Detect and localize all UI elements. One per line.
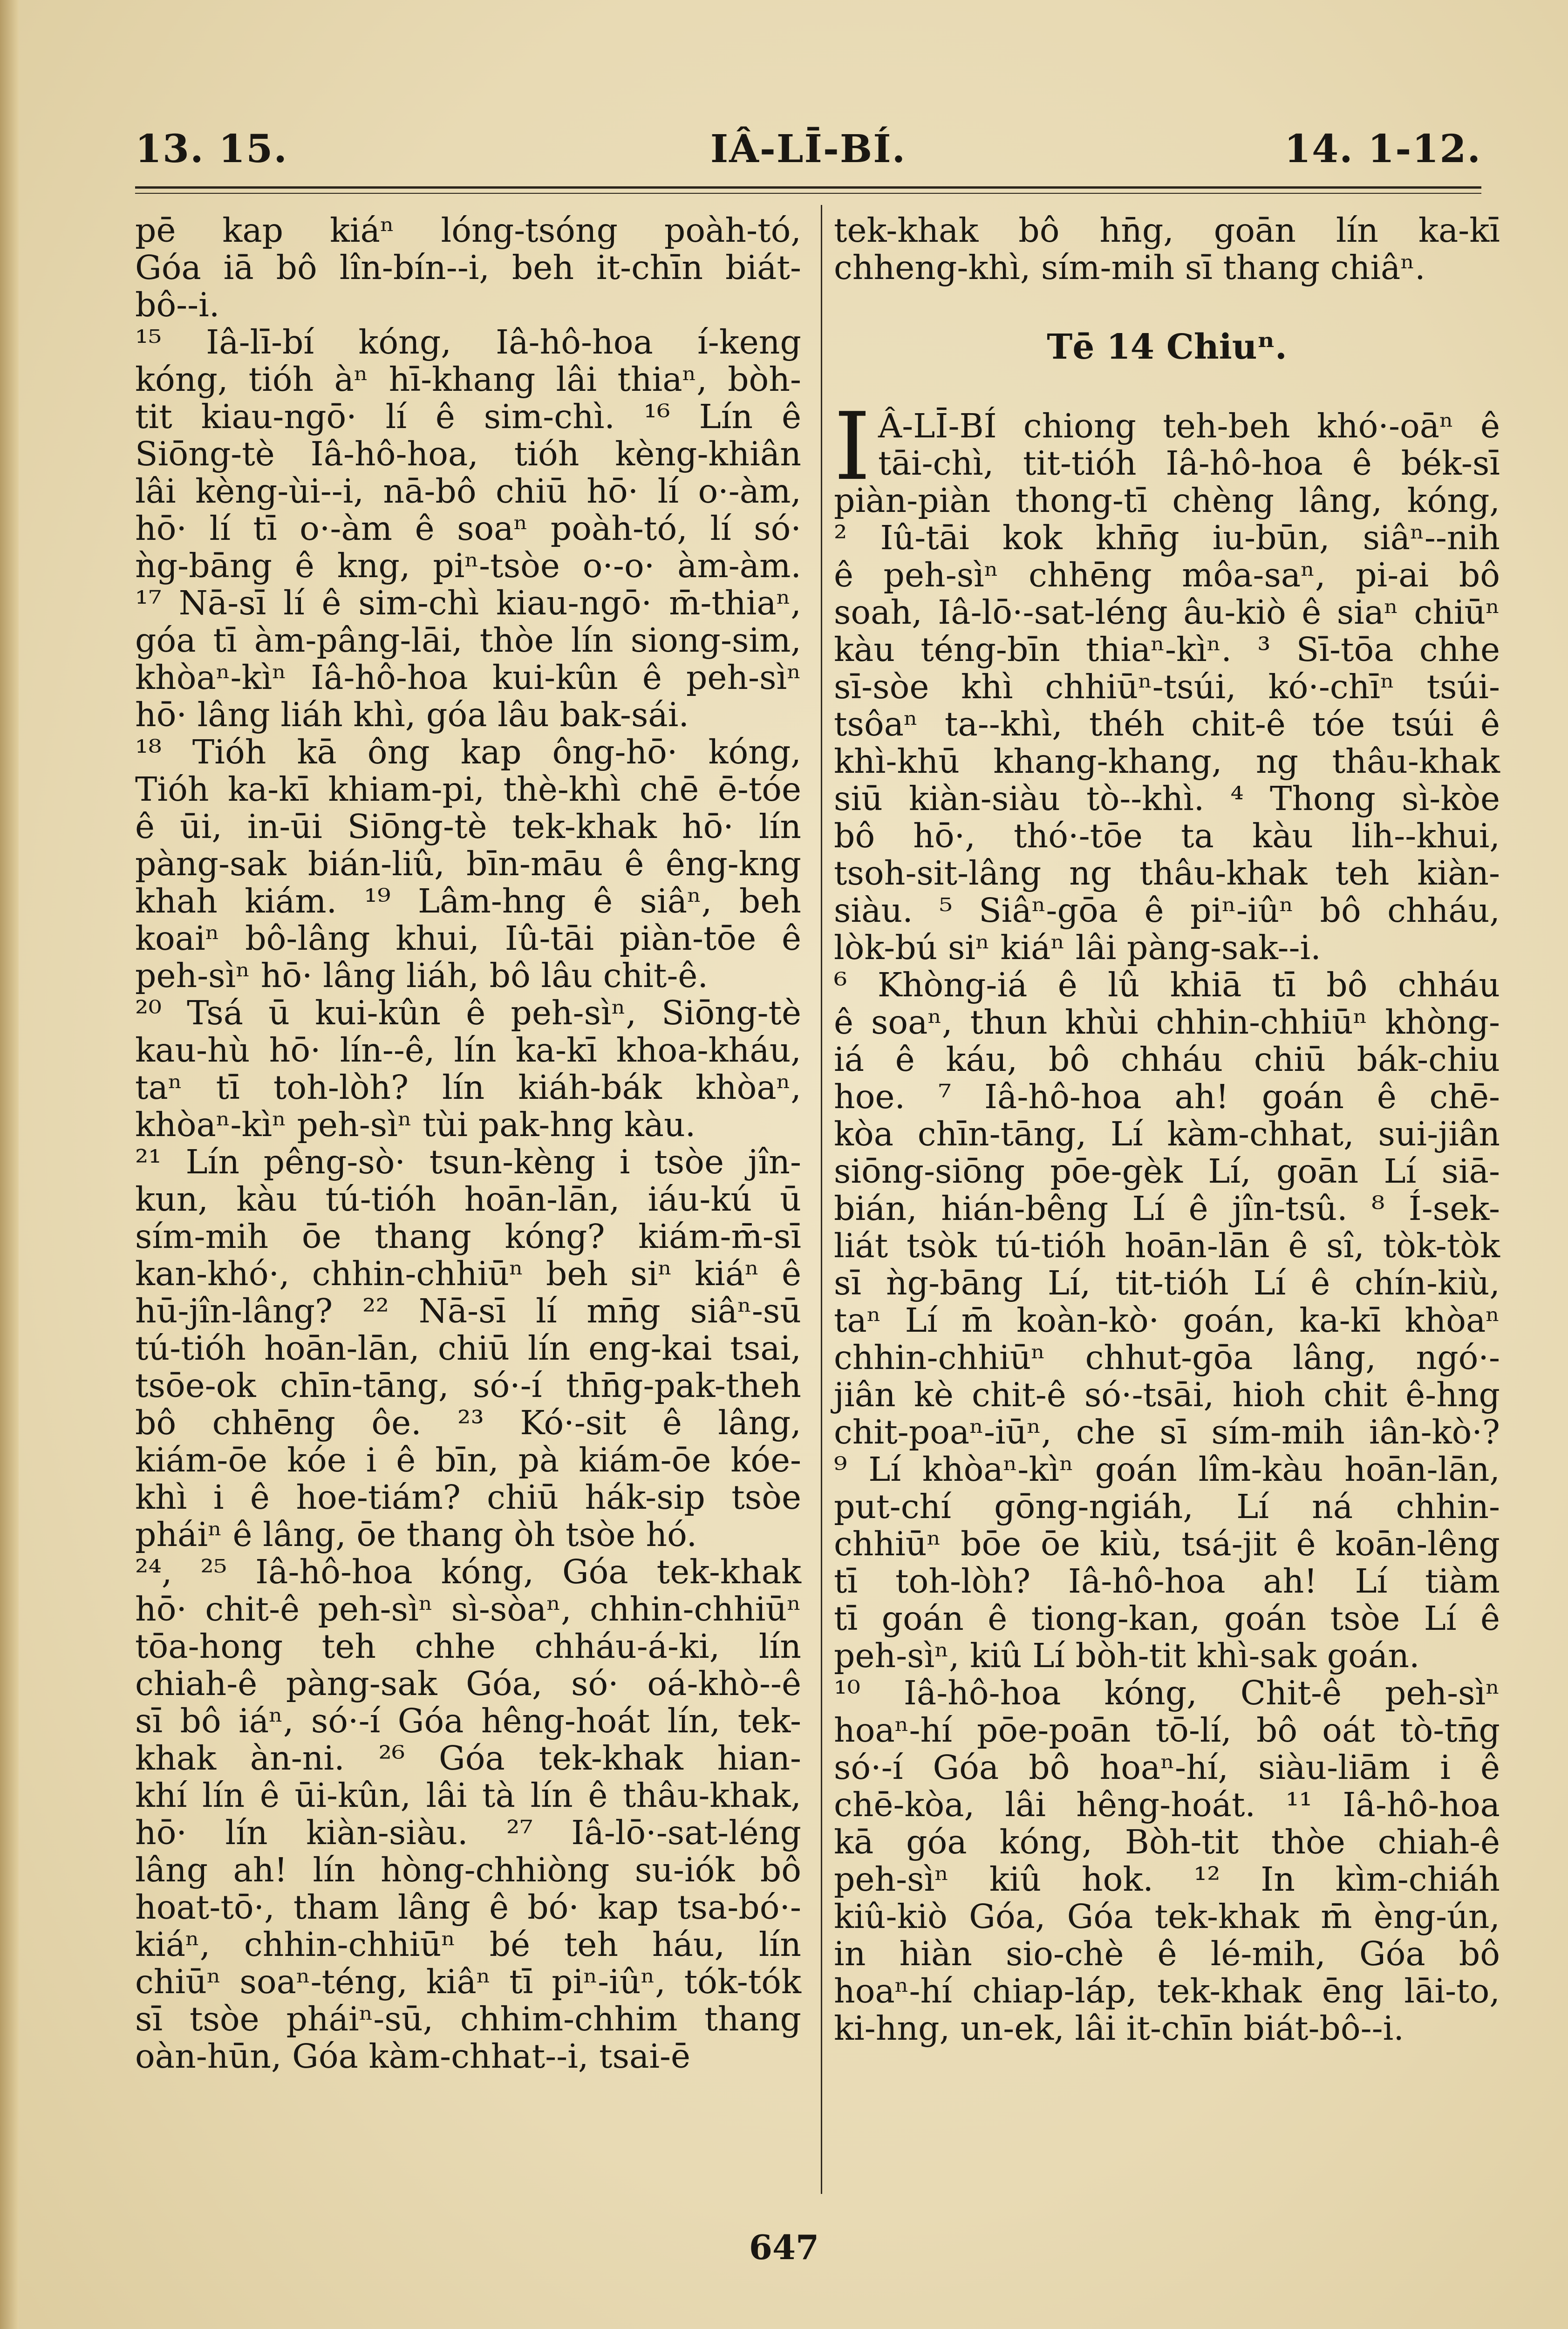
text-line: ²⁴, ²⁵ Iâ-hô-hoa kóng, Góa tek-khak <box>135 1553 801 1591</box>
text-line: ¹⁷ Nā-sī lí ê sim-chì kiau-ngō· m̄-thiaⁿ, <box>135 584 801 622</box>
text-line: ¹⁵ Iâ-lī-bí kóng, Iâ-hô-hoa í-keng <box>135 323 801 361</box>
text-line: Tióh ka-kī khiam-pi, thè-khì chē ē-tóe <box>135 770 801 809</box>
text-line: kiám-ōe kóe i ê bīn, pà kiám-ōe kóe- <box>135 1441 801 1479</box>
text-line: sī ǹg-bāng Lí, tit-tióh Lí ê chín-kiù, <box>834 1264 1500 1302</box>
text-line: iá ê káu, bô chháu chiū bák-chiu <box>834 1040 1500 1079</box>
text-line: hō· lí tī o·-àm ê soaⁿ poàh-tó, lí só· <box>135 509 801 548</box>
text-line: bô chhēng ôe. ²³ Kó·-sit ê lâng, <box>135 1403 801 1442</box>
text-line: kàu téng-bīn thiaⁿ-kìⁿ. ³ Sī-tōa chhe <box>834 630 1500 669</box>
text-line: hoe. ⁷ Iâ-hô-hoa ah! goán ê chē- <box>834 1077 1500 1116</box>
text-line: ⁶ Khòng-iá ê lû khiā tī bô chháu <box>834 966 1500 1004</box>
text-line: kóng, tióh àⁿ hī-khang lâi thiaⁿ, bòh- <box>135 360 801 399</box>
text-line: hō· lín kiàn-siàu. ²⁷ Iâ-lō·-sat-léng <box>135 1813 801 1852</box>
text-line: siàu. ⁵ Siâⁿ-gōa ê piⁿ-iûⁿ bô chháu, <box>834 891 1500 930</box>
text-line: tit kiau-ngō· lí ê sim-chì. ¹⁶ Lín ê <box>135 397 801 436</box>
text-line: kau-hù hō· lín--ê, lín ka-kī khoa-kháu, <box>135 1031 801 1069</box>
text-line: peh-sìⁿ, kiû Lí bòh-tit khì-sak goán. <box>834 1636 1420 1675</box>
chapter-text <box>834 482 1500 2047</box>
text-line: tú-tióh hoān-lān, chiū lín eng-kai tsai, <box>135 1329 801 1368</box>
text-line: hū-jîn-lâng? ²² Nā-sī lí mn̄g siâⁿ-sū <box>135 1292 801 1330</box>
text-line: góa tī àm-pâng-lāi, thòe lín siong-sim, <box>135 621 801 660</box>
text-line: kiáⁿ, chhin-chhiūⁿ bé teh háu, lín <box>135 1925 801 1964</box>
text-line: tsōe-ok chīn-tāng, só·-í thn̄g-pak-theh <box>135 1366 801 1405</box>
text-line: kun, kàu tú-tióh hoān-lān, iáu-kú ū <box>135 1180 801 1219</box>
text-line: khì i ê hoe-tiám? chiū hák-sip tsòe <box>135 1478 801 1517</box>
text-line: ¹⁸ Tióh kā ông kap ông-hō· kóng, <box>135 733 801 771</box>
text-line: siōng-siōng pōe-gèk Lí, goān Lí siā- <box>834 1152 1500 1191</box>
text-line: liát tsòk tú-tióh hoān-lān ê sî, tòk-tòk <box>834 1226 1500 1265</box>
chapter-heading: Tē 14 Chiuⁿ. <box>1047 327 1287 367</box>
text-line: tek-khak bô hn̄g, goān lín ka-kī <box>834 211 1500 250</box>
text-line: lâng ah! lín hòng-chhiòng su-iók bô <box>135 1851 801 1889</box>
text-line: khì-khū khang-khang, ng thâu-khak <box>834 742 1500 781</box>
text-line: oàn-hūn, Góa kàm-chhat--i, tsai-ē <box>135 2037 691 2076</box>
text-line: chheng-khì, sím-mih sī thang chiâⁿ. <box>834 248 1425 287</box>
text-line: pháiⁿ ê lâng, ōe thang òh tsòe hó. <box>135 1515 697 1554</box>
text-line: soah, Iâ-lō·-sat-léng âu-kiò ê siaⁿ chiūⁿ <box>834 593 1500 632</box>
text-line: ki-hng, un-ek, lâi it-chīn biát-bô--i. <box>834 2009 1404 2048</box>
drop-cap-lines <box>834 408 1500 482</box>
text-line: kā góa kóng, Bòh-tit thòe chiah-ê <box>834 1823 1500 1861</box>
text-line: bô hō·, thó·-tōe ta kàu lih--khui, <box>834 817 1500 855</box>
text-line: tōa-hong teh chhe chháu-á-ki, lín <box>135 1627 801 1666</box>
page-edge <box>0 0 19 2329</box>
text-line: ¹⁰ Iâ-hô-hoa kóng, Chit-ê peh-sìⁿ <box>834 1674 1500 1712</box>
header-rule-thin <box>135 193 1481 194</box>
text-line: ⁹ Lí khòaⁿ-kìⁿ goán lîm-kàu hoān-lān, <box>834 1450 1500 1489</box>
text-line: peh-sìⁿ kiû hok. ¹² In kìm-chiáh <box>834 1860 1500 1899</box>
text-line: chiah-ê pàng-sak Góa, só· oá-khò--ê <box>135 1664 801 1703</box>
right-column-text <box>834 212 1500 2047</box>
text-line: chiūⁿ soaⁿ-téng, kiâⁿ tī piⁿ-iûⁿ, tók-tók <box>135 1962 801 2001</box>
running-header <box>135 126 1481 177</box>
header-right-reference: 14. 1-12. <box>1284 127 1481 171</box>
text-line: ² Iû-tāi kok khn̄g iu-būn, siâⁿ--nih <box>834 518 1500 557</box>
left-column-text <box>135 212 801 2075</box>
text-line: tāi-chì, tit-tióh Iâ-hô-hoa ê bék-sī <box>878 444 1500 483</box>
text-line: khí lín ê ūi-kûn, lâi tà lín ê thâu-khak, <box>135 1776 801 1815</box>
text-line: Góa iā bô lîn-bín--i, beh it-chīn biát- <box>135 248 801 287</box>
header-rule-thick <box>135 186 1481 189</box>
text-line: tsôaⁿ ta--khì, théh chit-ê tóe tsúi ê <box>834 705 1500 743</box>
text-line: chē-kòa, lâi hêng-hoát. ¹¹ Iâ-hô-hoa <box>834 1785 1500 1824</box>
text-line: hoat-tō·, tham lâng ê bó· kap tsa-bó·- <box>135 1888 801 1927</box>
text-line: Siōng-tè Iâ-hô-hoa, tióh kèng-khiân <box>135 435 801 473</box>
text-line: sī tsòe pháiⁿ-sū, chhim-chhim thang <box>135 2000 801 2038</box>
text-line: khak àn-ni. ²⁶ Góa tek-khak hian- <box>135 1739 801 1777</box>
text-line: hoaⁿ-hí chiap-láp, tek-khak ēng lāi-to, <box>834 1972 1500 2010</box>
text-line: lâi kèng-ùi--i, nā-bô chiū hō· lí o·-àm, <box>135 472 801 511</box>
text-line: ǹg-bāng ê kng, piⁿ-tsòe o·-o· àm-àm. <box>135 546 801 585</box>
text-line: tsoh-sit-lâng ng thâu-khak teh kiàn- <box>834 854 1500 892</box>
text-line: kan-khó·, chhin-chhiūⁿ beh siⁿ kiáⁿ ê <box>135 1254 801 1293</box>
text-line: ê peh-sìⁿ chhēng môa-saⁿ, pi-ai bô <box>834 556 1500 594</box>
header-book-title: IÂ-LĪ-BÍ. <box>710 127 907 171</box>
text-line: taⁿ Lí m̄ koàn-kò· goán, ka-kī khòaⁿ <box>834 1301 1500 1340</box>
text-line: sī-sòe khì chhiūⁿ-tsúi, kó·-chīⁿ tsúi- <box>834 667 1500 706</box>
text-line: tī toh-lòh? Iâ-hô-hoa ah! Lí tiàm <box>834 1562 1500 1600</box>
text-line: ²¹ Lín pêng-sò· tsun-kèng i tsòe jîn- <box>135 1143 801 1181</box>
text-line: koaiⁿ bô-lâng khui, Iû-tāi piàn-tōe ê <box>135 919 801 958</box>
text-line: kòa chīn-tāng, Lí kàm-chhat, sui-jiân <box>834 1115 1500 1153</box>
text-line: ê ūi, in-ūi Siōng-tè tek-khak hō· lín <box>135 807 801 846</box>
text-line: peh-sìⁿ hō· lâng liáh, bô lâu chit-ê. <box>135 956 709 995</box>
text-line: piàn-piàn thong-tī chèng lâng, kóng, <box>834 481 1500 520</box>
text-line: chhiūⁿ bōe ōe kiù, tsá-jit ê koān-lêng <box>834 1525 1500 1563</box>
header-left-reference: 13. 15. <box>135 127 288 171</box>
text-line: put-chí gōng-ngiáh, Lí ná chhin- <box>834 1487 1500 1526</box>
text-line: siū kiàn-siàu tò--khì. ⁴ Thong sì-kòe <box>834 779 1500 818</box>
text-line: só·-í Góa bô hoaⁿ-hí, siàu-liām i ê <box>834 1748 1500 1787</box>
text-line: khòaⁿ-kìⁿ Iâ-hô-hoa kui-kûn ê peh-sìⁿ <box>135 658 801 697</box>
text-line: hoaⁿ-hí pōe-poān tō-lí, bô oát tò-tn̄g <box>834 1711 1500 1750</box>
text-line: chhin-chhiūⁿ chhut-gōa lâng, ngó·- <box>834 1338 1500 1377</box>
text-line: tī goán ê tiong-kan, goán tsòe Lí ê <box>834 1599 1500 1638</box>
text-line: sī bô iáⁿ, só·-í Góa hêng-hoát lín, tek- <box>135 1702 801 1740</box>
right-column-continuation <box>834 212 1500 286</box>
text-line: jiân kè chit-ê só·-tsāi, hioh chit ê-hng <box>834 1376 1500 1414</box>
text-line: hō· chit-ê peh-sìⁿ sì-sòaⁿ, chhin-chhiūⁿ <box>135 1590 801 1628</box>
text-line: ²⁰ Tsá ū kui-kûn ê peh-sìⁿ, Siōng-tè <box>135 994 801 1032</box>
text-line: khah kiám. ¹⁹ Lâm-hng ê siâⁿ, beh <box>135 882 801 920</box>
text-line: pē kap kiáⁿ lóng-tsóng poàh-tó, <box>135 211 801 250</box>
text-line: pàng-sak bián-liû, bīn-māu ê êng-kng <box>135 844 801 883</box>
text-line: lòk-bú siⁿ kiáⁿ lâi pàng-sak--i. <box>834 928 1321 967</box>
text-line: in hiàn sio-chè ê lé-mih, Góa bô <box>834 1934 1500 1973</box>
text-line: kiû-kiò Góa, Góa tek-khak m̄ èng-ún, <box>834 1897 1500 1936</box>
text-line: hō· lâng liáh khì, góa lâu bak-sái. <box>135 695 689 734</box>
text-line: Â-LĪ-BÍ chiong teh-beh khó·-oāⁿ ê <box>878 407 1500 445</box>
page-number: 647 <box>749 2227 819 2267</box>
text-line: bián, hián-bêng Lí ê jîn-tsû. ⁸ Í-sek- <box>834 1189 1500 1228</box>
text-line: taⁿ tī toh-lòh? lín kiáh-bák khòaⁿ, <box>135 1068 801 1107</box>
text-line: bô--i. <box>135 286 220 324</box>
text-line: chit-poaⁿ-iūⁿ, che sī sím-mih iân-kò·? <box>834 1413 1500 1451</box>
text-line: sím-mih ōe thang kóng? kiám-m̄-sī <box>135 1217 801 1256</box>
column-divider <box>821 205 822 2194</box>
text-line: khòaⁿ-kìⁿ peh-sìⁿ tùi pak-hng kàu. <box>135 1105 696 1144</box>
text-line: ê soaⁿ, thun khùi chhin-chhiūⁿ khòng- <box>834 1003 1500 1042</box>
drop-cap-letter: I <box>834 393 871 501</box>
